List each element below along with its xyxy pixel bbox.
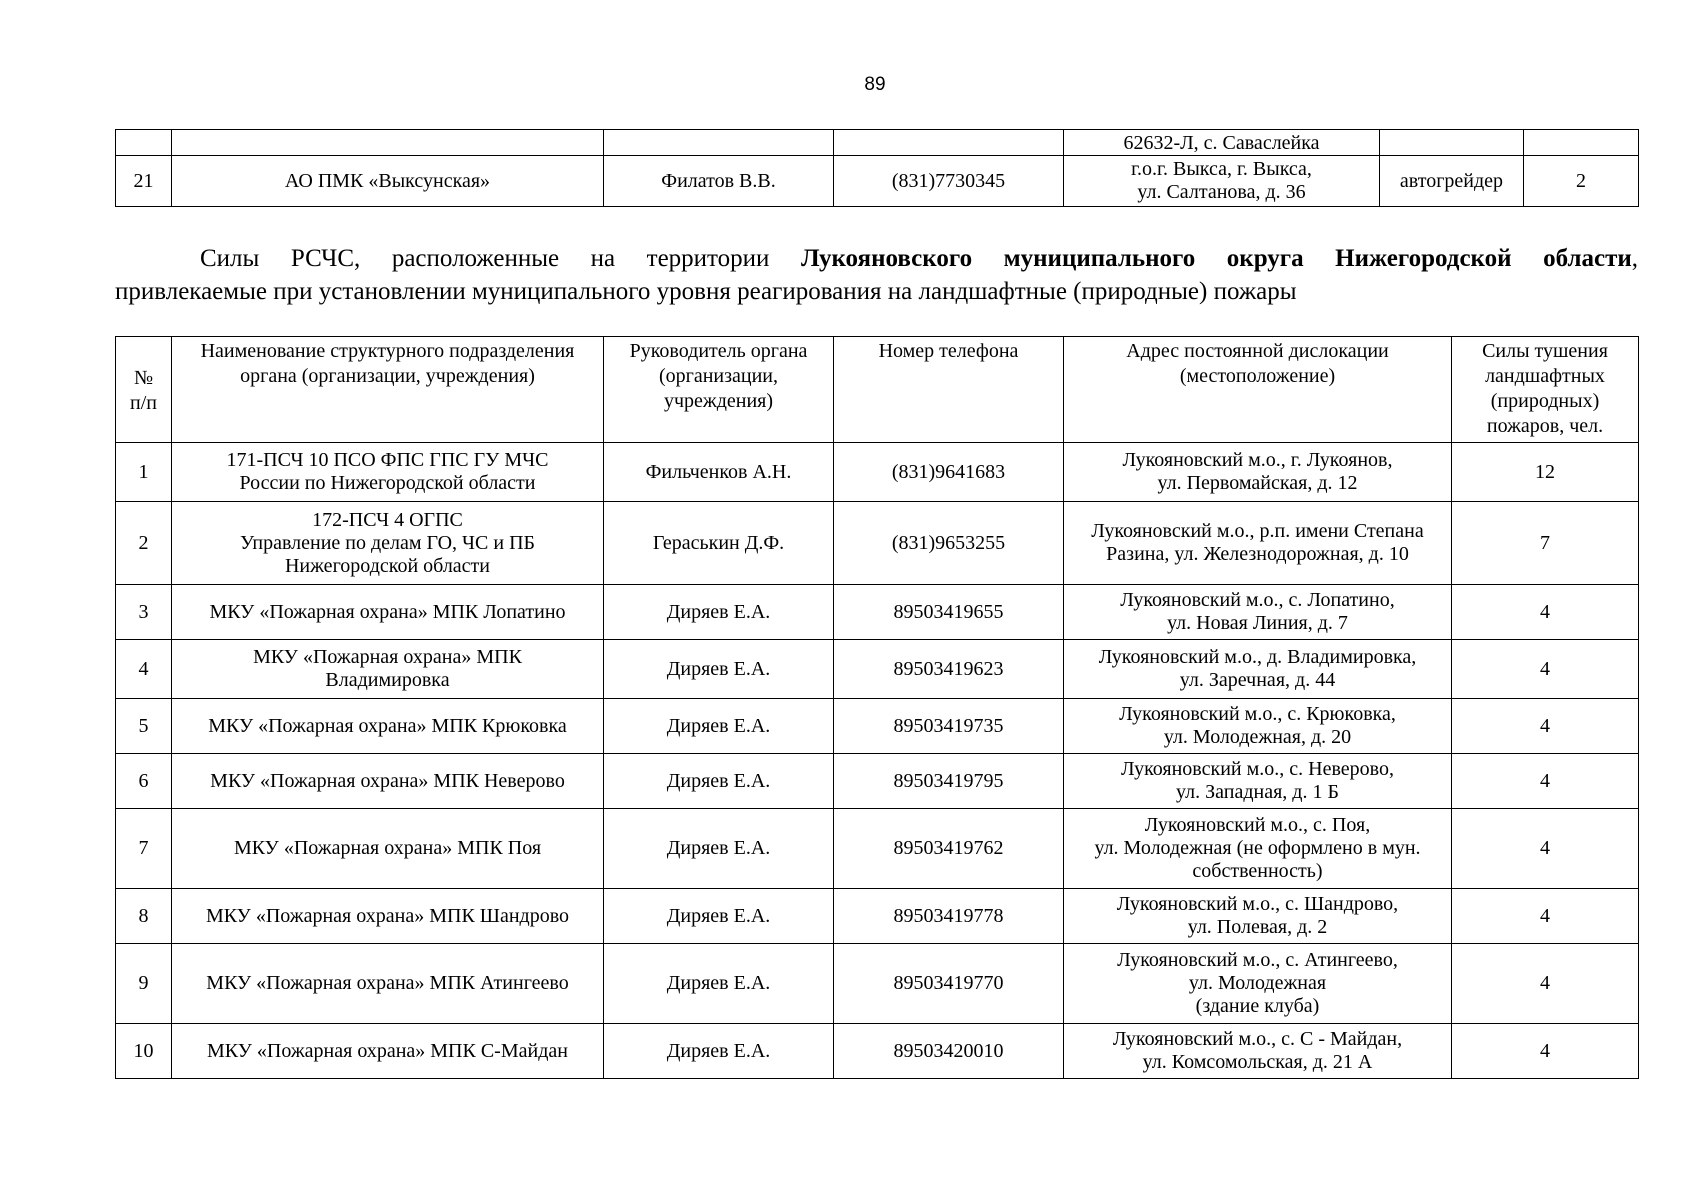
- table-row: [116, 640, 1639, 699]
- forces-count: 12: [1452, 443, 1639, 502]
- row-number: 10: [116, 1024, 172, 1079]
- table-row: [116, 502, 1639, 585]
- org-name: МКУ «Пожарная охрана» МПК Шандрово: [172, 889, 604, 944]
- head-name: Диряев Е.А.: [604, 640, 834, 699]
- phone-number: 89503420010: [834, 1024, 1064, 1079]
- forces-count: 4: [1452, 1024, 1639, 1079]
- phone-number: 89503419762: [834, 809, 1064, 889]
- phone-number: (831)7730345: [834, 156, 1064, 207]
- head-name: Диряев Е.А.: [604, 944, 834, 1024]
- forces-table: [115, 336, 1639, 1079]
- head-name: Диряев Е.А.: [604, 1024, 834, 1079]
- head-name: Фильченков А.Н.: [604, 443, 834, 502]
- address: Лукояновский м.о., г. Лукоянов, ул. Первомайская, д. 12: [1064, 443, 1452, 502]
- head-name: Диряев Е.А.: [604, 809, 834, 889]
- table-row: [116, 585, 1639, 640]
- org-name: МКУ «Пожарная охрана» МПК С-Майдан: [172, 1024, 604, 1079]
- forces-count: 4: [1452, 699, 1639, 754]
- row-number: 3: [116, 585, 172, 640]
- row-number: 5: [116, 699, 172, 754]
- address: Лукояновский м.о., с. Поя, ул. Молодежная (не оформлено в мун. собственность): [1064, 809, 1452, 889]
- equipment-count: [1524, 130, 1639, 156]
- table-header-row: [116, 337, 1639, 443]
- row-number: 1: [116, 443, 172, 502]
- address: 62632-Л, с. Саваслейка: [1064, 130, 1380, 156]
- forces-count: 4: [1452, 944, 1639, 1024]
- forces-count: 4: [1452, 809, 1639, 889]
- heading-bold-text: Лукояновского муниципального округа Нижегородской области: [800, 245, 1632, 272]
- forces-count: 4: [1452, 585, 1639, 640]
- table-row: [116, 699, 1639, 754]
- equipment: автогрейдер: [1380, 156, 1524, 207]
- row-number: 4: [116, 640, 172, 699]
- address: Лукояновский м.о., с. Лопатино, ул. Новая Линия, д. 7: [1064, 585, 1452, 640]
- phone-number: [834, 130, 1064, 156]
- header-address: Адрес постоянной дислокации (местоположение): [1064, 337, 1452, 443]
- phone-number: 89503419735: [834, 699, 1064, 754]
- page-number: 89: [864, 74, 886, 95]
- head-name: Диряев Е.А.: [604, 585, 834, 640]
- row-number: 2: [116, 502, 172, 585]
- heading-punct: ,: [1631, 245, 1638, 272]
- org-name: МКУ «Пожарная охрана» МПК Атингеево: [172, 944, 604, 1024]
- row-number: 7: [116, 809, 172, 889]
- org-name: МКУ «Пожарная охрана» МПК Лопатино: [172, 585, 604, 640]
- org-name: МКУ «Пожарная охрана» МПК Владимировка: [172, 640, 604, 699]
- head-name: Филатов В.В.: [604, 156, 834, 207]
- header-org: Наименование структурного подразделения органа (организации, учреждения): [172, 337, 604, 443]
- table-row: [116, 889, 1639, 944]
- address: Лукояновский м.о., с. С - Майдан, ул. Комсомольская, д. 21 А: [1064, 1024, 1452, 1079]
- head-name: Диряев Е.А.: [604, 754, 834, 809]
- heading-line-2: привлекаемые при установлении муниципального уровня реагирования на ландшафтные (природные) пожары: [115, 278, 1297, 305]
- table-row: [116, 1024, 1639, 1079]
- phone-number: 89503419655: [834, 585, 1064, 640]
- phone-number: (831)9653255: [834, 502, 1064, 585]
- org-name: МКУ «Пожарная охрана» МПК Крюковка: [172, 699, 604, 754]
- heading-line-1: [115, 242, 1638, 275]
- header-forces: Силы тушения ландшафтных (природных) пожаров, чел.: [1452, 337, 1639, 443]
- org-name: 171-ПСЧ 10 ПСО ФПС ГПС ГУ МЧС России по Нижегородской области: [172, 443, 604, 502]
- forces-count: 4: [1452, 640, 1639, 699]
- table-row: [116, 130, 1639, 156]
- row-number: 6: [116, 754, 172, 809]
- forces-count: 4: [1452, 889, 1639, 944]
- phone-number: (831)9641683: [834, 443, 1064, 502]
- address: Лукояновский м.о., р.п. имени Степана Разина, ул. Железнодорожная, д. 10: [1064, 502, 1452, 585]
- address: Лукояновский м.о., с. Шандрово, ул. Полевая, д. 2: [1064, 889, 1452, 944]
- forces-count: 4: [1452, 754, 1639, 809]
- header-num: № п/п: [116, 337, 172, 443]
- phone-number: 89503419778: [834, 889, 1064, 944]
- row-number: 8: [116, 889, 172, 944]
- forces-count: 7: [1452, 502, 1639, 585]
- address: Лукояновский м.о., с. Крюковка, ул. Молодежная, д. 20: [1064, 699, 1452, 754]
- address: г.о.г. Выкса, г. Выкса, ул. Салтанова, д. 36: [1064, 156, 1380, 207]
- phone-number: 89503419623: [834, 640, 1064, 699]
- table-row: [116, 944, 1639, 1024]
- phone-number: 89503419795: [834, 754, 1064, 809]
- phone-number: 89503419770: [834, 944, 1064, 1024]
- org-name: МКУ «Пожарная охрана» МПК Неверово: [172, 754, 604, 809]
- row-number: 21: [116, 156, 172, 207]
- table-row: [116, 754, 1639, 809]
- row-number: [116, 130, 172, 156]
- org-name: [172, 130, 604, 156]
- row-number: 9: [116, 944, 172, 1024]
- address: Лукояновский м.о., с. Неверово, ул. Западная, д. 1 Б: [1064, 754, 1452, 809]
- header-phone: Номер телефона: [834, 337, 1064, 443]
- heading-text: Силы РСЧС, расположенные на территории: [200, 245, 801, 272]
- table-row: [116, 156, 1639, 207]
- equipment-count: 2: [1524, 156, 1639, 207]
- head-name: Диряев Е.А.: [604, 699, 834, 754]
- address: Лукояновский м.о., с. Атингеево, ул. Молодежная (здание клуба): [1064, 944, 1452, 1024]
- header-head: Руководитель органа (организации, учреждения): [604, 337, 834, 443]
- table-row: [116, 809, 1639, 889]
- continuation-table: [115, 129, 1639, 207]
- equipment: [1380, 130, 1524, 156]
- org-name: 172-ПСЧ 4 ОГПС Управление по делам ГО, ЧС и ПБ Нижегородской области: [172, 502, 604, 585]
- table-row: [116, 443, 1639, 502]
- org-name: МКУ «Пожарная охрана» МПК Поя: [172, 809, 604, 889]
- head-name: Гераськин Д.Ф.: [604, 502, 834, 585]
- head-name: [604, 130, 834, 156]
- section-heading: [115, 242, 1638, 308]
- address: Лукояновский м.о., д. Владимировка, ул. Заречная, д. 44: [1064, 640, 1452, 699]
- org-name: АО ПМК «Выксунская»: [172, 156, 604, 207]
- head-name: Диряев Е.А.: [604, 889, 834, 944]
